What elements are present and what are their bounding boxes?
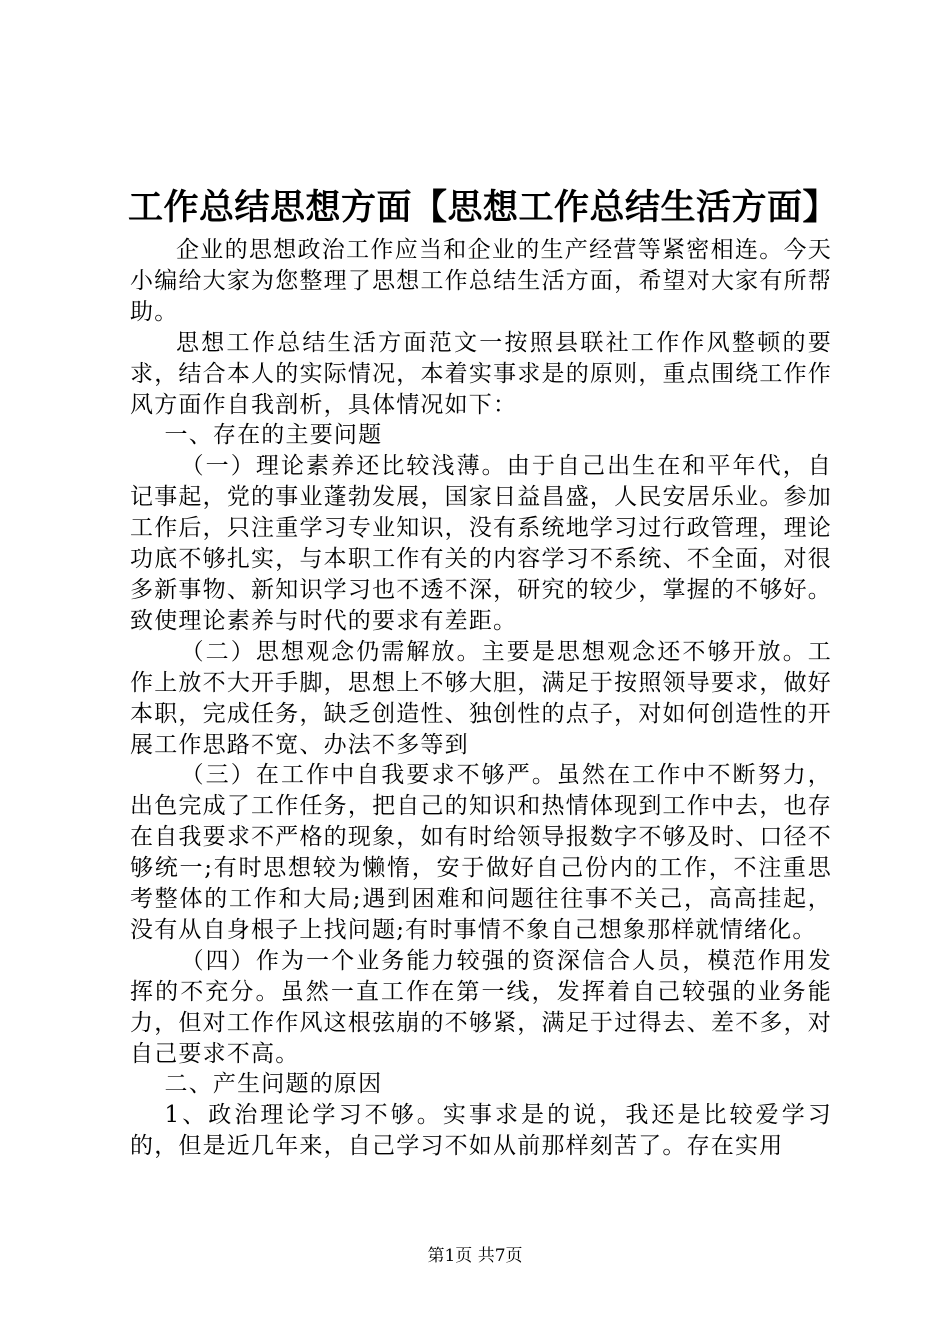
document-title: 工作总结思想方面【思想工作总结生活方面】 xyxy=(128,187,839,228)
paragraph-cause-one: 1、政治理论学习不够。实事求是的说，我还是比较爱学习的，但是近几年来，自己学习不如从前那样刻苦了。存在实用 xyxy=(130,1102,832,1160)
section-heading-problems: 一、存在的主要问题 xyxy=(164,422,383,449)
section-heading-causes: 二、产生问题的原因 xyxy=(164,1071,383,1098)
paragraph-problem-two: （二）思想观念仍需解放。主要是思想观念还不够开放。工作上放不大开手脚，思想上不够大胆，满足于按照领导要求，做好本职，完成任务，缺乏创造性、独创性的点子，对如何创造性的开展工作思路不宽、办法不多等到 xyxy=(130,638,832,758)
paragraph-sample-one: 思想工作总结生活方面范文一按照县联社工作作风整顿的要求，结合本人的实际情况，本着实事求是的原则，重点围绕工作作风方面作自我剖析，具体情况如下： xyxy=(130,329,832,418)
document-body xyxy=(130,235,832,1162)
paragraph-problem-one: （一）理论素养还比较浅薄。由于自己出生在和平年代，自记事起，党的事业蓬勃发展，国家日益昌盛，人民安居乐业。参加工作后，只注重学习专业知识，没有系统地学习过行政管理，理论功底不够扎实，与本职工作有关的内容学习不系统、不全面，对很多新事物、新知识学习也不透不深，研究的较少，掌握的不够好。致使理论素养与时代的要求有差距。 xyxy=(130,453,832,634)
page-number-footer: 第1页 共7页 xyxy=(427,1246,523,1266)
paragraph-intro: 企业的思想政治工作应当和企业的生产经营等紧密相连。今天小编给大家为您整理了思想工作总结生活方面，希望对大家有所帮助。 xyxy=(130,237,832,325)
paragraph-problem-three: （三）在工作中自我要求不够严。虽然在工作中不断努力，出色完成了工作任务，把自己的知识和热情体现到工作中去，也存在自我要求不严格的现象，如有时给领导报数字不够及时、口径不够统一;有时思想较为懒惰，安于做好自己份内的工作，不注重思考整体的工作和大局;遇到困难和问题往往事不关己，高高挂起，没有从自身根子上找问题;有时事情不象自己想象那样就情绪化。 xyxy=(130,762,832,943)
paragraph-problem-four: （四）作为一个业务能力较强的资深信合人员，模范作用发挥的不充分。虽然一直工作在第一线，发挥着自己较强的业务能力，但对工作作风这根弦崩的不够紧，满足于过得去、差不多，对自己要求不高。 xyxy=(130,947,832,1067)
